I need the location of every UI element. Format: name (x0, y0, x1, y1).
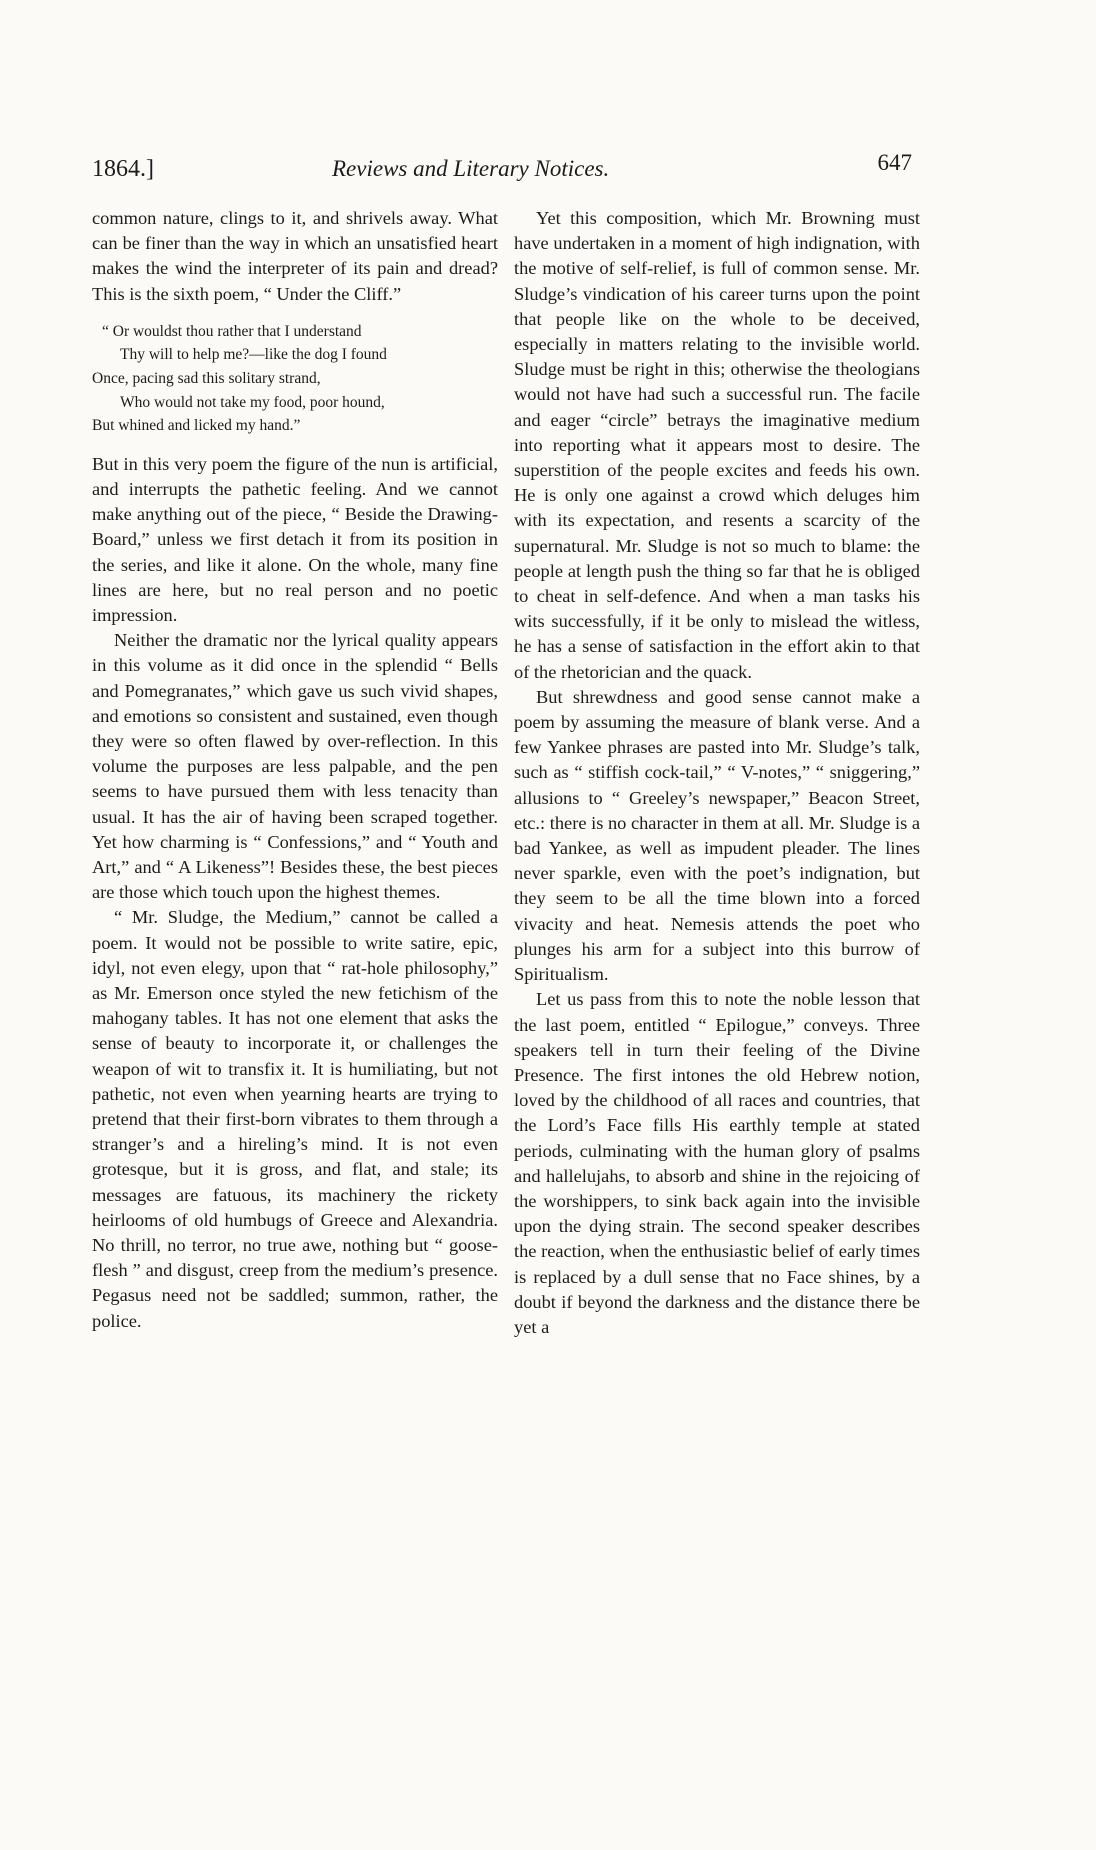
poem-line: Thy will to help me?—like the dog I found (120, 346, 387, 364)
poem-line: Once, pacing sad this solitary strand, (92, 370, 321, 387)
left-column (92, 206, 498, 1334)
running-header (92, 150, 912, 190)
page-number: 647 (877, 150, 912, 175)
paragraph-sludge: “ Mr. Sludge, the Medium,” cannot be called a poem. It would not be possible to write satire, epic, idyl, not even elegy, upon that “ rat-hole philosophy,” as Mr. Emerson once styled the new fetichism of the mahogany tables. It has not one element that asks the sense of beauty to incorporate it, or challenges the weapon of wit to transfix it. It is humiliating, but not pathetic, not even when yearning hearts are trying to pretend that their first-born vibrates to them through a stranger’s and a hireling’s mind. It is not even grotesque, but it is gross, and flat, and stale; its messages are fatuous, its machinery the rickety heirlooms of old humbugs of Greece and Alexandria. No thrill, no terror, no true awe, nothing but “ goose-flesh ” and disgust, creep from the medium’s presence. Pegasus need not be saddled; summon, rather, the police. (92, 907, 498, 1331)
paragraph-nun: But in this very poem the figure of the nun is artificial, and interrupts the pathetic feeling. And we cannot make anything out of the piece, “ Beside the Drawing-Board,” unless we first detach it from its position in the series, and like it alone. On the whole, many fine lines are here, but no real person and no poetic impression. (92, 453, 498, 625)
header-year: 1864.] (92, 156, 154, 182)
header-title: Reviews and Literary Notices. (332, 156, 610, 181)
poem-line: Who would not take my food, poor hound, (120, 393, 385, 411)
paragraph-neither: Neither the dramatic nor the lyrical quality appears in this volume as it did once in the splendid “ Bells and Pomegranates,” which gave us such vivid shapes, and emotions so consistent and sustained, even though they were so often flawed by over-reflection. In this volume the purposes are less palpable, and the pen seems to have pursued them with less tenacity than usual. It has the air of having been scraped together. Yet how charming is “ Confessions,” and “ Youth and Art,” and “ A Likeness”! Besides these, the best pieces are those which touch upon the highest themes. (92, 630, 498, 903)
poem-quotation (92, 320, 498, 438)
paragraph-intro: common nature, clings to it, and shrivels away. What can be finer than the way in which an unsatisfied heart makes the wind the interpreter of its pain and dread? This is the sixth poem, “ Under the Cliff.” (92, 208, 498, 304)
paragraph-yet: Yet this composition, which Mr. Browning must have undertaken in a moment of high indignation, with the motive of self-relief, is full of common sense. Mr. Sludge’s vindication of his career turns upon the point that people like on the whole to be deceived, especially in matters relating to the invisible world. Sludge must be right in this; otherwise the theologians would not have had such a successful run. The facile and eager “circle” betrays the imaginative medium into reporting what it appears most to desire. The superstition of the people excites and feeds his own. He is only one against a crowd which deluges him with its expectation, and resents a scarcity of the supernatural. Mr. Sludge is not so much to blame: the people at length push the thing so far that he is obliged to cheat in self-defence. And when a man tasks his wits successfully, if it be only to mislead the witless, he has a sense of satisfaction in the effort akin to that of the rhetorician and the quack. (514, 208, 920, 682)
paragraph-shrewdness: But shrewdness and good sense cannot make a poem by assuming the measure of blank verse. And a few Yankee phrases are pasted into Mr. Sludge’s talk, such as “ stiffish cock-tail,” “ V-notes,” “ sniggering,” allusions to “ Greeley’s newspaper,” Beacon Street, etc.: there is no character in them at all. Mr. Sludge is a bad Yankee, as well as impudent pleader. The lines never sparkle, even with the poet’s indignation, but they seem to be all the time blown into a forced vivacity and heat. Nemesis attends the poet who plunges his arm for a subject into this burrow of Spiritualism. (514, 686, 920, 985)
poem-line: “ Or wouldst thou rather that I understand (102, 322, 362, 340)
poem-line: But whined and licked my hand.” (92, 417, 301, 435)
paragraph-epilogue: Let us pass from this to note the noble lesson that the last poem, entitled “ Epilogue,” conveys. Three speakers tell in turn their feeling of the Divine Presence. The first intones the old Hebrew notion, loved by the childhood of all races and countries, that the Lord’s Face fills His earthly temple at stated periods, culminating with the human glory of psalms and hallelujahs, to absorb and shine in the rejoicing of the worshippers, to sink back again into the invisible upon the dying strain. The second speaker describes the reaction, when the enthusiastic belief of early times is replaced by a dull sense that no Face shines, by a doubt if beyond the darkness and the distance there be yet a (514, 989, 920, 1337)
right-column (514, 206, 920, 1340)
